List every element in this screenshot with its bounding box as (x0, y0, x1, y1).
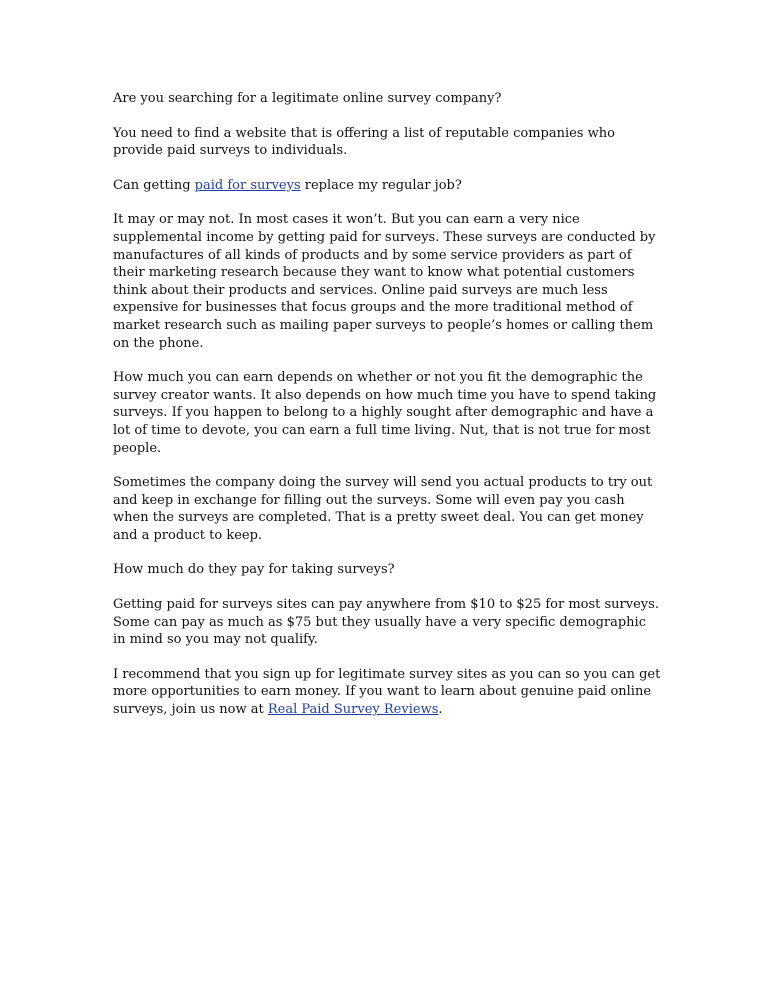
paragraph-text: I recommend that you sign up for legitimate survey sites as you can so you can get more opportunities to earn money. If you want to learn about genuine paid online surveys, join us now at (113, 666, 661, 718)
real-paid-survey-reviews-link[interactable]: Real Paid Survey Reviews (267, 702, 439, 718)
document-body (113, 90, 661, 736)
paragraph-text: . (438, 702, 443, 718)
paragraph-text: Can getting (113, 177, 195, 193)
paragraph-earnings-demographic: How much you can earn depends on whether or not you fit the demographic the survey creator wants. It also depends on how much time you have to spend taking surveys. If you happen to belong to a highly sought after demographic and have a lot of time to devote, you can earn a full time living. Nut, that is not true for most people. (113, 370, 657, 456)
paragraph-pay-question: How much do they pay for taking surveys? (113, 562, 395, 578)
paragraph-intro-question: Are you searching for a legitimate online survey company? (113, 91, 502, 106)
paid-for-surveys-link[interactable]: paid for surveys (194, 177, 301, 193)
paragraph-supplemental-income: It may or may not. In most cases it won’t. But you can earn a very nice supplemental income by getting paid for surveys. These surveys are conducted by manufactures of all kinds of products and by some service providers as part of their marketing research because they want to know what potential customers think about their products and services. Online paid surveys are much less expensive for businesses that focus groups and the more traditional method of market research such as mailing paper surveys to people’s homes or calling them on the phone. (113, 212, 656, 351)
paragraph-recommendation (113, 666, 661, 719)
paragraph-find-website: You need to find a website that is offering a list of reputable companies who provide paid surveys to individuals. (113, 125, 615, 159)
paragraph-text: replace my regular job? (300, 177, 462, 193)
paragraph-replace-job-question (113, 177, 661, 195)
paragraph-products-to-keep: Sometimes the company doing the survey will send you actual products to try out and keep in exchange for filling out the surveys. Some will even pay you cash when the surveys are completed. That is a pretty sweet deal. You can get money and a product to keep. (113, 475, 653, 543)
paragraph-pay-range: Getting paid for surveys sites can pay anywhere from $10 to $25 for most surveys. Some can pay as much as $75 but they usually have a very specific demographic in mind so you may not qualify. (113, 597, 659, 648)
